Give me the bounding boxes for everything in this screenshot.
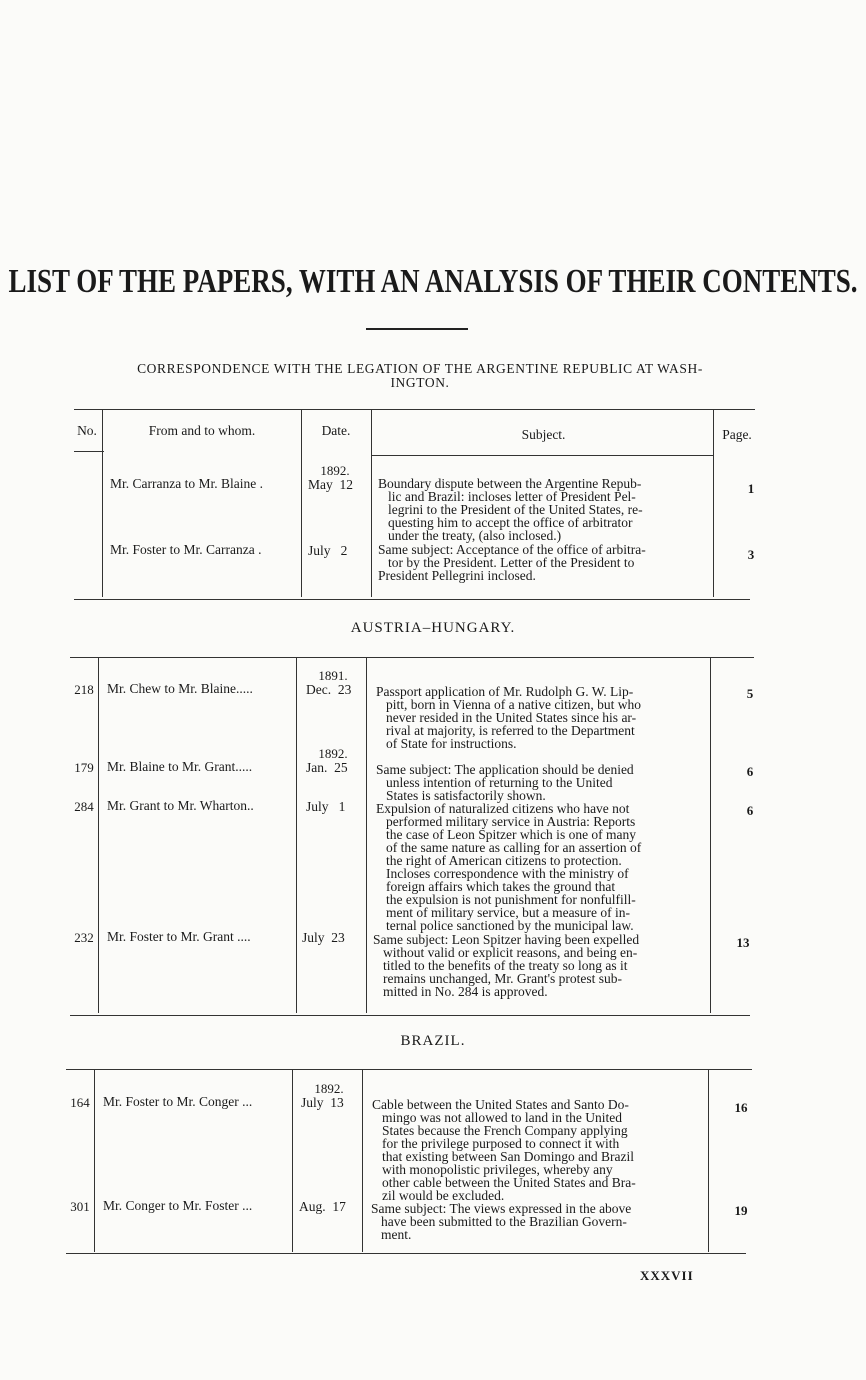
col-sep xyxy=(708,1069,709,1252)
col-sep xyxy=(94,1069,95,1252)
heading-line-1: CORRESPONDENCE WITH THE LEGATION OF THE ARGENTINE REPUBLIC AT WASH- xyxy=(137,361,703,376)
row-date: July 1 xyxy=(306,799,346,814)
table-bottom-rule xyxy=(70,1015,750,1016)
row-subject: Boundary dispute between the Argentine Repub- lic and Brazil: incloses letter of President Pel- legrini to the President of the United States, re- questing him to accept the office of arbitrator under the treaty, (also inclosed.) xyxy=(378,476,643,543)
table-bottom-rule xyxy=(66,1253,746,1254)
row-no: 218 xyxy=(74,682,94,697)
row-from: Mr. Chew to Mr. Blaine..... xyxy=(107,681,253,696)
col-sep xyxy=(371,409,372,597)
col-sep xyxy=(292,1069,293,1252)
row-no: 284 xyxy=(74,799,94,814)
header-rule-subject xyxy=(372,455,714,456)
col-sep xyxy=(102,409,103,597)
row-date: July 2 xyxy=(308,543,348,558)
col-sep xyxy=(362,1069,363,1252)
row-subject: Same subject: Acceptance of the office of arbitra- tor by the President. Letter of the President to President Pellegrini inclosed. xyxy=(378,542,646,583)
row-subject: Expulsion of naturalized citizens who have not performed military service in Austria: Reports the case of Leon Spitzer which is one of many of the same nature as calling for an assertion of the right of American citizens to protection. Incloses correspondence with the ministry of foreign affairs which takes the ground that the expulsion is not punishment for nonfulfill- ment of military service, but a measure of in- ternal police sanctioned by the municipal law. xyxy=(376,801,642,933)
row-year: 1892. xyxy=(314,1081,344,1096)
row-from: Mr. Carranza to Mr. Blaine . xyxy=(110,476,263,491)
section-heading-brazil: BRAZIL. xyxy=(400,1033,466,1049)
col-sep xyxy=(301,409,302,597)
col-sep xyxy=(713,409,714,597)
table-top-rule xyxy=(66,1069,752,1070)
table-bottom-rule xyxy=(74,599,750,600)
row-page: 5 xyxy=(746,686,754,701)
header-no: No. xyxy=(77,423,97,438)
row-page: 6 xyxy=(746,803,754,818)
col-sep xyxy=(296,657,297,1013)
row-subject: Passport application of Mr. Rudolph G. W. Lip- pitt, born in Vienna of a native citizen, but who never resided in the United States since his ar- rival at majority, is referred to the Department of State for instructions. xyxy=(376,684,642,751)
row-subject: Cable between the United States and Santo Do- mingo was not allowed to land in the United States because the French Company applying for the privilege purposed to connect it with that existing between San Domingo and Brazil with monopolistic privileges, whereby any other cable between the United States and Bra- zil would be excluded. xyxy=(372,1097,636,1203)
row-date: July 23 xyxy=(302,930,345,945)
col-sep xyxy=(710,657,711,1013)
header-page: Page. xyxy=(722,427,752,442)
row-page: 16 xyxy=(734,1100,748,1115)
row-page: 1 xyxy=(747,481,755,496)
row-no: 164 xyxy=(70,1095,90,1110)
row-year: 1892. xyxy=(318,746,348,761)
row-from: Mr. Foster to Mr. Carranza . xyxy=(110,542,262,557)
header-date: Date. xyxy=(321,423,351,438)
row-no: 232 xyxy=(74,930,94,945)
col-sep xyxy=(366,657,367,1013)
section-heading-austria: AUSTRIA–HUNGARY. xyxy=(350,620,516,636)
row-no: 179 xyxy=(74,760,94,775)
row-date: Jan. 25 xyxy=(306,760,348,775)
heading-line-2: INGTON. xyxy=(390,375,450,390)
row-date: Aug. 17 xyxy=(299,1199,346,1214)
row-date: July 13 xyxy=(301,1095,344,1110)
page-title: LIST OF THE PAPERS, WITH AN ANALYSIS OF THEIR CONTENTS. xyxy=(8,262,858,300)
section-heading-argentine xyxy=(70,362,770,390)
page-number: XXXVII xyxy=(640,1268,694,1283)
row-page: 3 xyxy=(747,547,755,562)
row-from: Mr. Blaine to Mr. Grant..... xyxy=(107,759,253,774)
row-subject: Same subject: Leon Spitzer having been expelled without valid or explicit reasons, and being en- titled to the benefits of the treaty so long as it remains unchanged, Mr. Grant's protest sub- mitted in No. 284 is approved. xyxy=(373,932,640,999)
row-page: 6 xyxy=(746,764,754,779)
row-date: Dec. 23 xyxy=(306,682,352,697)
table-top-rule xyxy=(70,657,754,658)
col-sep xyxy=(98,657,99,1013)
row-no: 301 xyxy=(70,1199,90,1214)
row-from: Mr. Foster to Mr. Grant .... xyxy=(107,929,251,944)
row-from: Mr. Conger to Mr. Foster ... xyxy=(103,1198,253,1213)
row-date: May 12 xyxy=(308,477,353,492)
row-subject: Same subject: The views expressed in the above have been submitted to the Brazilian Govern- ment. xyxy=(371,1201,632,1242)
header-subject: Subject. xyxy=(521,427,566,442)
row-subject: Same subject: The application should be denied unless intention of returning to the United States is satisfactorily shown. xyxy=(376,762,634,803)
row-from: Mr. Foster to Mr. Conger ... xyxy=(103,1094,253,1109)
table-top-rule xyxy=(74,409,755,410)
row-from: Mr. Grant to Mr. Wharton.. xyxy=(107,798,254,813)
header-from: From and to whom. xyxy=(148,423,256,438)
title-divider xyxy=(366,328,468,330)
row-page: 13 xyxy=(736,935,750,950)
row-year: 1891. xyxy=(318,668,348,683)
row-year: 1892. xyxy=(320,463,350,478)
row-page: 19 xyxy=(734,1203,748,1218)
